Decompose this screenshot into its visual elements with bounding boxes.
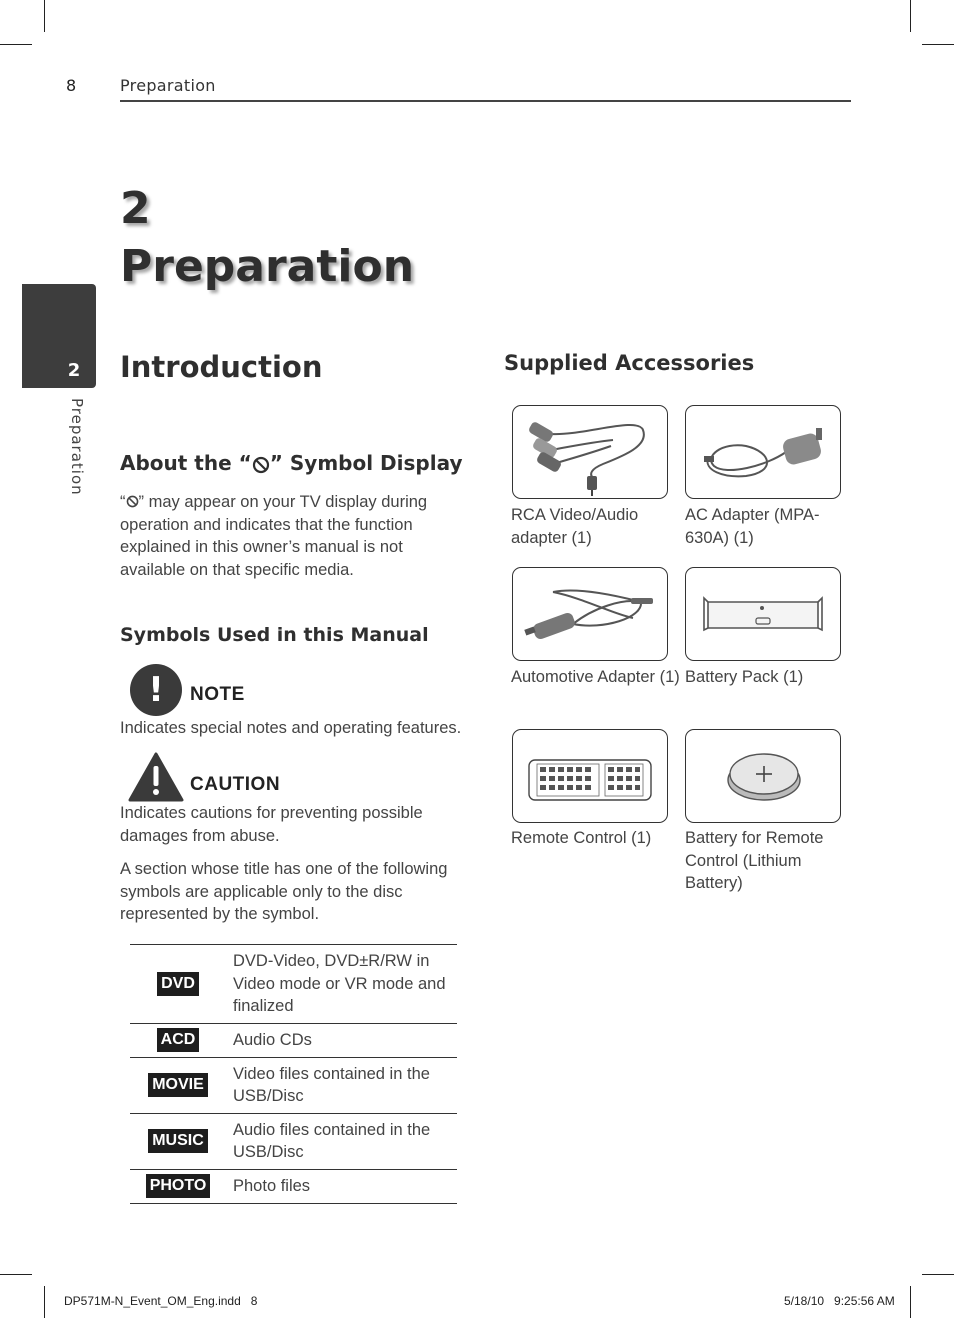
- table-row: [130, 1023, 457, 1057]
- car-adapter-icon: [513, 568, 667, 660]
- disc-symbols-text: A section whose title has one of the following symbols are applicable only to the disc represented by the symbol.: [120, 860, 448, 923]
- caution-label: CAUTION: [190, 774, 281, 795]
- accessory-label: Remote Control (1): [511, 829, 652, 847]
- table-cell-desc: Audio CDs: [226, 1023, 457, 1057]
- accessory-label: RCA Video/Audio adapter (1): [511, 506, 639, 547]
- about-text-body: ” may appear on your TV display during operation and indicates that the function explained in this owner’s manual is not available on that specific media.: [120, 493, 428, 579]
- accessory-label: Battery Pack (1): [685, 668, 804, 686]
- accessory-label: Automotive Adapter (1): [511, 668, 680, 686]
- about-symbol-text: [120, 491, 465, 581]
- accessories-heading: Supplied Accessories: [504, 351, 755, 375]
- disc-symbol-table: [130, 944, 457, 1204]
- music-badge: MUSIC: [148, 1129, 208, 1153]
- ac-adapter-icon: [686, 406, 840, 498]
- about-symbol-heading: [120, 451, 463, 475]
- rca-cable-icon: [513, 406, 667, 498]
- no-entry-icon: [126, 495, 139, 508]
- footer-timestamp: 5/18/10 9:25:56 AM: [784, 1294, 895, 1308]
- table-row: [130, 945, 457, 1024]
- running-header: Preparation: [120, 76, 216, 95]
- page-number: 8: [66, 76, 77, 95]
- battery-pack-icon: [686, 568, 840, 660]
- note-label: NOTE: [190, 684, 245, 705]
- chapter-number: 2: [120, 183, 151, 234]
- accessory-label: Battery for Remote Control (Lithium Battery): [685, 829, 824, 892]
- accessory-image-remote: [512, 729, 668, 823]
- symbols-heading: Symbols Used in this Manual: [120, 624, 429, 646]
- accessory-label: AC Adapter (MPA-630A) (1): [685, 506, 820, 547]
- header-rule: [120, 100, 851, 102]
- footer-file: DP571M-N_Event_OM_Eng.indd 8: [64, 1294, 258, 1308]
- photo-badge: PHOTO: [146, 1174, 211, 1198]
- caution-text: Indicates cautions for preventing possible damages from abuse.: [120, 804, 423, 845]
- about-title-prefix: About the “: [120, 451, 252, 475]
- table-cell-desc: Photo files: [226, 1169, 457, 1203]
- note-icon: !: [130, 664, 182, 716]
- acd-badge: ACD: [157, 1028, 200, 1052]
- chapter-tab-label: Preparation: [68, 398, 86, 496]
- table-cell-desc: Audio files contained in the USB/Disc: [226, 1113, 457, 1169]
- no-entry-icon: [252, 456, 270, 474]
- introduction-heading: Introduction: [120, 350, 323, 384]
- dvd-badge: DVD: [157, 972, 199, 996]
- table-row: [130, 1113, 457, 1169]
- chapter-name: Preparation: [120, 241, 415, 292]
- about-title-suffix: ” Symbol Display: [269, 451, 463, 475]
- chapter-tab-number: 2: [67, 360, 81, 381]
- accessory-image-battery-pack: [685, 567, 841, 661]
- table-row: [130, 1169, 457, 1203]
- accessory-image-car: [512, 567, 668, 661]
- remote-control-icon: [513, 730, 667, 822]
- accessory-image-rca: [512, 405, 668, 499]
- about-text-open: “: [120, 493, 126, 511]
- movie-badge: MOVIE: [148, 1073, 208, 1097]
- table-cell-desc: DVD-Video, DVD±R/RW in Video mode or VR mode and finalized: [226, 945, 457, 1024]
- accessory-image-ac: [685, 405, 841, 499]
- table-cell-desc: Video files contained in the USB/Disc: [226, 1057, 457, 1113]
- accessory-image-coin-battery: [685, 729, 841, 823]
- coin-battery-icon: [686, 730, 840, 822]
- table-row: [130, 1057, 457, 1113]
- caution-icon: [128, 752, 184, 802]
- chapter-title: [120, 180, 414, 296]
- note-text: Indicates special notes and operating features.: [120, 719, 462, 737]
